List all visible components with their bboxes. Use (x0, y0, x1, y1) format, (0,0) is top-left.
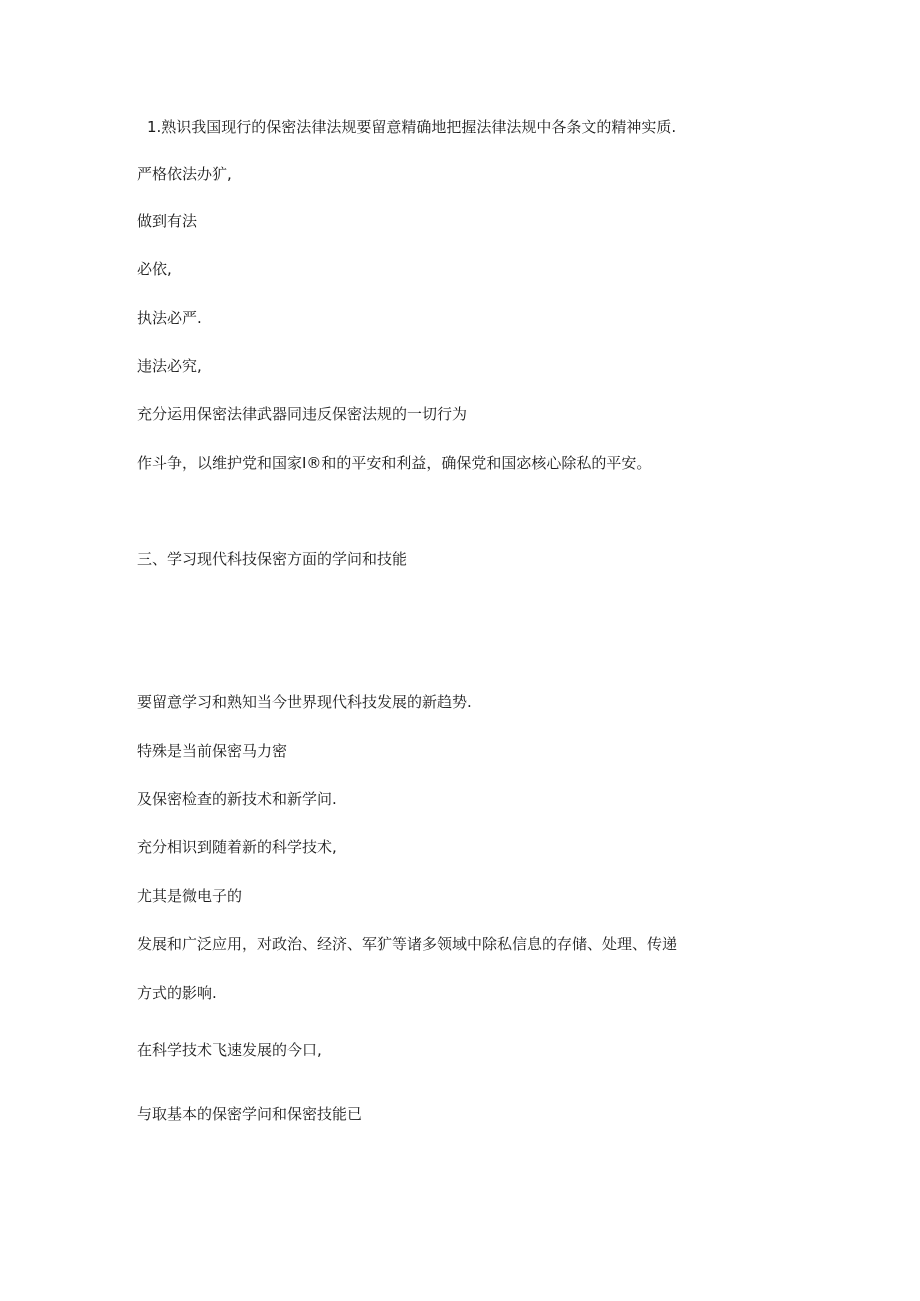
paragraph-line-5: 执法必严. (137, 309, 202, 327)
paragraph-line-15: 方式的影响. (137, 984, 217, 1002)
paragraph-line-8: 作斗争，以维护党和国家I®和的平安和利益，确保党和国宓核心除私的平安。 (137, 454, 652, 472)
paragraph-line-14: 发展和广泛应用，对政治、经济、军犷等诸多领域中除私信息的存储、处理、传递 (137, 935, 678, 953)
paragraph-line-1: 1.熟识我国现行的保密法律法规要留意精确地把握法律法规中各条文的精神实质. (147, 118, 677, 136)
paragraph-line-2: 严格依法办犷, (137, 165, 232, 183)
section-heading: 三、学习现代科技保密方面的学问和技能 (137, 550, 408, 568)
paragraph-line-10: 特殊是当前保密马力密 (137, 742, 288, 760)
paragraph-line-9: 要留意学习和熟知当今世界现代科技发展的新趋势. (137, 693, 472, 711)
paragraph-line-11: 及保密检查的新技术和新学问. (137, 790, 337, 808)
paragraph-line-16: 在科学技术飞速发展的今口, (137, 1041, 322, 1059)
paragraph-line-4: 必依, (137, 260, 172, 278)
paragraph-line-6: 违法必究, (137, 357, 202, 375)
paragraph-line-3: 做到有法 (137, 212, 198, 230)
paragraph-line-7: 充分运用保密法律武器同违反保密法规的一切行为 (137, 405, 468, 423)
paragraph-line-13: 尤其是微电子的 (137, 887, 243, 905)
paragraph-line-12: 充分相识到随着新的科学技术, (137, 838, 337, 856)
paragraph-line-17: 与取基本的保密学问和保密技能已 (137, 1105, 363, 1123)
